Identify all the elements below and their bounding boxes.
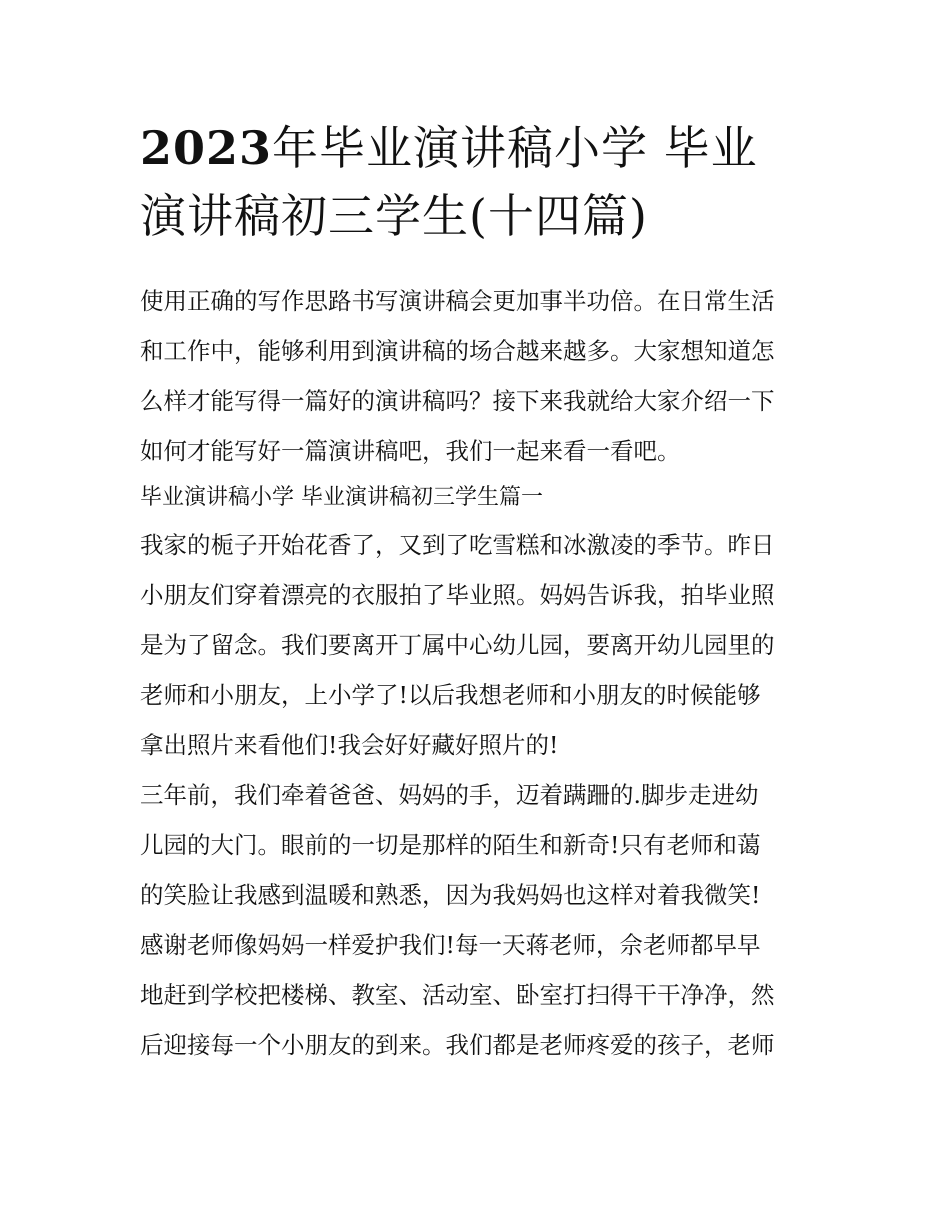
intro-line: 么样才能写得一篇好的演讲稿吗？接下来我就给大家介绍一下 bbox=[140, 387, 775, 415]
document-title bbox=[140, 114, 820, 250]
section-line: 的笑脸让我感到温暖和熟悉，因为我妈妈也这样对着我微笑! bbox=[140, 881, 761, 909]
intro-line: 使用正确的写作思路书写演讲稿会更加事半功倍。在日常生活 bbox=[140, 287, 775, 315]
section-heading: 毕业演讲稿小学 毕业演讲稿初三学生篇一 bbox=[140, 485, 543, 510]
section-line: 后迎接每一个小朋友的到来。我们都是老师疼爱的孩子，老师 bbox=[140, 1031, 775, 1059]
section-line: 小朋友们穿着漂亮的衣服拍了毕业照。妈妈告诉我，拍毕业照 bbox=[140, 581, 775, 609]
section-line: 儿园的大门。眼前的一切是那样的陌生和新奇!只有老师和蔼 bbox=[140, 831, 761, 859]
section-line: 是为了留念。我们要离开丁属中心幼儿园，要离开幼儿园里的 bbox=[140, 631, 775, 659]
intro-line: 如何才能写好一篇演讲稿吧，我们一起来看一看吧。 bbox=[140, 437, 681, 465]
document-body bbox=[140, 276, 820, 1070]
section-line: 三年前，我们牵着爸爸、妈妈的手，迈着蹒跚的.脚步走进幼 bbox=[140, 781, 759, 809]
section-line: 感谢老师像妈妈一样爱护我们!每一天蒋老师，佘老师都早早 bbox=[140, 931, 761, 959]
title-line-2: 演讲稿初三学生(十四篇) bbox=[140, 189, 648, 243]
title-line-1-text: 年毕业演讲稿小学 毕业 bbox=[272, 121, 758, 175]
intro-line: 和工作中，能够利用到演讲稿的场合越来越多。大家想知道怎 bbox=[140, 337, 775, 365]
title-year: 2023 bbox=[140, 121, 273, 175]
section-line: 拿出照片来看他们!我会好好藏好照片的! bbox=[140, 731, 559, 759]
section-line: 老师和小朋友，上小学了!以后我想老师和小朋友的时候能够 bbox=[140, 681, 761, 709]
title-line-1 bbox=[140, 114, 820, 182]
section-line: 我家的栀子开始花香了，又到了吃雪糕和冰激凌的季节。昨日 bbox=[140, 531, 775, 559]
section-line: 地赶到学校把楼梯、教室、活动室、卧室打扫得干干净净，然 bbox=[140, 981, 775, 1009]
